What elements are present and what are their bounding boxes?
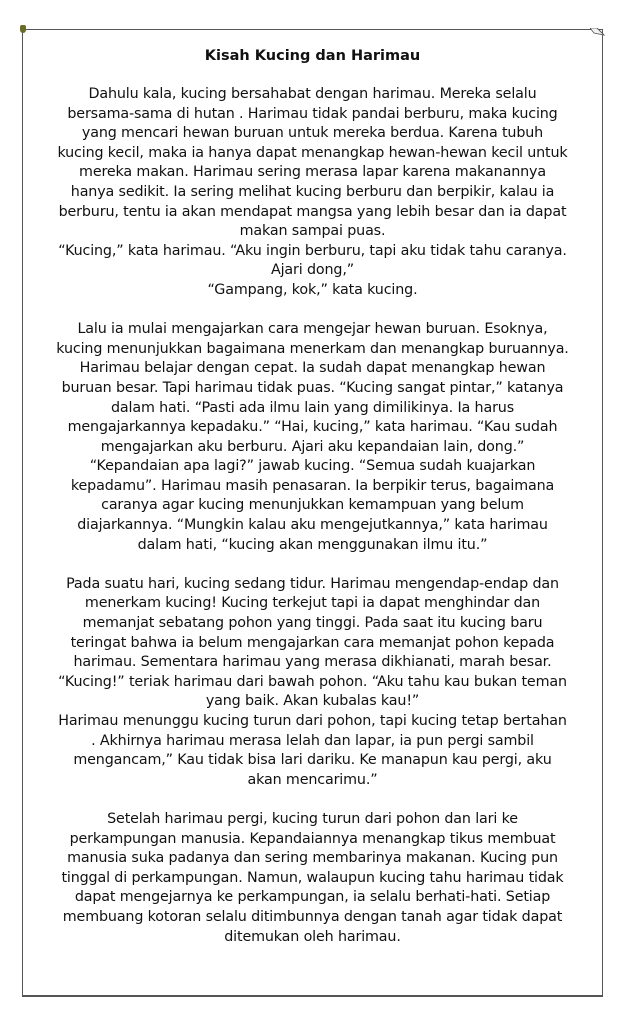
text-line: . Akhirnya harimau merasa lelah dan lapar, ia pun pergi sambil [91, 732, 534, 749]
text-line: harimau. Sementara harimau yang merasa dikhianati, marah besar. [73, 654, 552, 671]
text-line: Ajari dong,” [270, 262, 355, 279]
text-line: dapat mengejarnya ke perkampungan, ia selalu berhati-hati. Setiap [74, 889, 551, 906]
text-line: memanjat sebatang pohon yang tinggi. Pada saat itu kucing baru [82, 615, 543, 632]
text-line: “Kucing!” teriak harimau dari bawah pohon. “Aku tahu kau bukan teman [58, 673, 567, 690]
paragraph-1 [30, 85, 595, 301]
text-line: perkampungan manusia. Kepandaiannya menangkap tikus membuat [69, 830, 556, 847]
paragraph-2 [30, 320, 595, 555]
text-line: ditemukan oleh harimau. [224, 928, 401, 945]
text-line: mengajarkan aku berburu. Ajari aku kepandaian lain, dong.” [100, 438, 525, 455]
text-line: mereka makan. Harimau sering merasa lapar karena makanannya [79, 164, 546, 181]
text-line: kepadamu”. Harimau masih penasaran. Ia berpikir terus, bagaimana [70, 477, 555, 494]
text-line: yang mencari hewan buruan untuk mereka berdua. Karena tubuh [81, 125, 544, 142]
text-line: Setelah harimau pergi, kucing turun dari pohon dan lari ke [107, 810, 518, 827]
story-content [30, 46, 595, 967]
text-line: hanya sedikit. Ia sering melihat kucing berburu dan berpikir, kalau ia [70, 183, 555, 200]
text-line: dalam hati, “kucing akan menggunakan ilmu itu.” [137, 536, 488, 553]
text-line: dalam hati. “Pasti ada ilmu lain yang dimilikinya. Ia harus [110, 399, 515, 416]
text-line: makan sampai puas. [239, 223, 386, 240]
text-line: bersama-sama di hutan . Harimau tidak pandai berburu, maka kucing [67, 105, 558, 122]
text-line: tinggal di perkampungan. Namun, walaupun kucing tahu harimau tidak [61, 869, 564, 886]
text-line: kucing menunjukkan bagaimana menerkam dan menangkap buruannya. [56, 340, 569, 357]
text-line: Pada suatu hari, kucing sedang tidur. Harimau mengendap-endap dan [66, 575, 559, 592]
text-line: Lalu ia mulai mengajarkan cara mengejar hewan buruan. Esoknya, [77, 321, 548, 338]
text-line: “Gampang, kok,” kata kucing. [207, 281, 418, 298]
story-title: Kisah Kucing dan Harimau [204, 48, 421, 64]
text-line: kucing kecil, maka ia hanya dapat menangkap hewan-hewan kecil untuk [57, 144, 568, 161]
text-line: teringat bahwa ia belum mengajarkan cara memanjat pohon kepada [70, 634, 555, 651]
text-line: yang baik. Akan kubalas kau!” [205, 693, 420, 710]
paragraph-3 [30, 575, 595, 791]
pin-icon [20, 25, 26, 33]
text-line: Harimau belajar dengan cepat. Ia sudah dapat menangkap hewan [79, 360, 546, 377]
text-line: caranya agar kucing menunjukkan kemampuan yang belum [101, 497, 524, 514]
text-line: membuang kotoran selalu ditimbunnya dengan tanah agar tidak dapat [62, 908, 563, 925]
text-line: Dahulu kala, kucing bersahabat dengan harimau. Mereka selalu [88, 86, 537, 102]
text-line: diajarkannya. “Mungkin kalau aku mengejutkannya,” kata harimau [77, 517, 548, 534]
text-line: berburu, tentu ia akan mendapat mangsa yang lebih besar dan ia dapat [58, 203, 567, 220]
text-line: Harimau menunggu kucing turun dari pohon, tapi kucing tetap bertahan [58, 713, 567, 729]
text-line: akan mencarimu.” [247, 771, 378, 788]
text-line: menerkam kucing! Kucing terkejut tapi ia dapat menghindar dan [84, 595, 541, 612]
text-line: “Kepandaian apa lagi?” jawab kucing. “Semua sudah kuajarkan [89, 458, 536, 475]
text-line: “Kucing,” kata harimau. “Aku ingin berburu, tapi aku tidak tahu caranya. [58, 242, 567, 259]
folded-corner-icon [590, 28, 605, 36]
text-line: buruan besar. Tapi harimau tidak puas. “Kucing sangat pintar,” katanya [61, 379, 564, 396]
text-line: manusia suka padanya dan sering membarinya makanan. Kucing pun [67, 850, 558, 867]
text-line: mengajarkannya kepadaku.” “Hai, kucing,” kata harimau. “Kau sudah [67, 419, 558, 436]
text-line: mengancam,” Kau tidak bisa lari dariku. Ke manapun kau pergi, aku [73, 752, 552, 769]
paragraph-4 [30, 810, 595, 947]
